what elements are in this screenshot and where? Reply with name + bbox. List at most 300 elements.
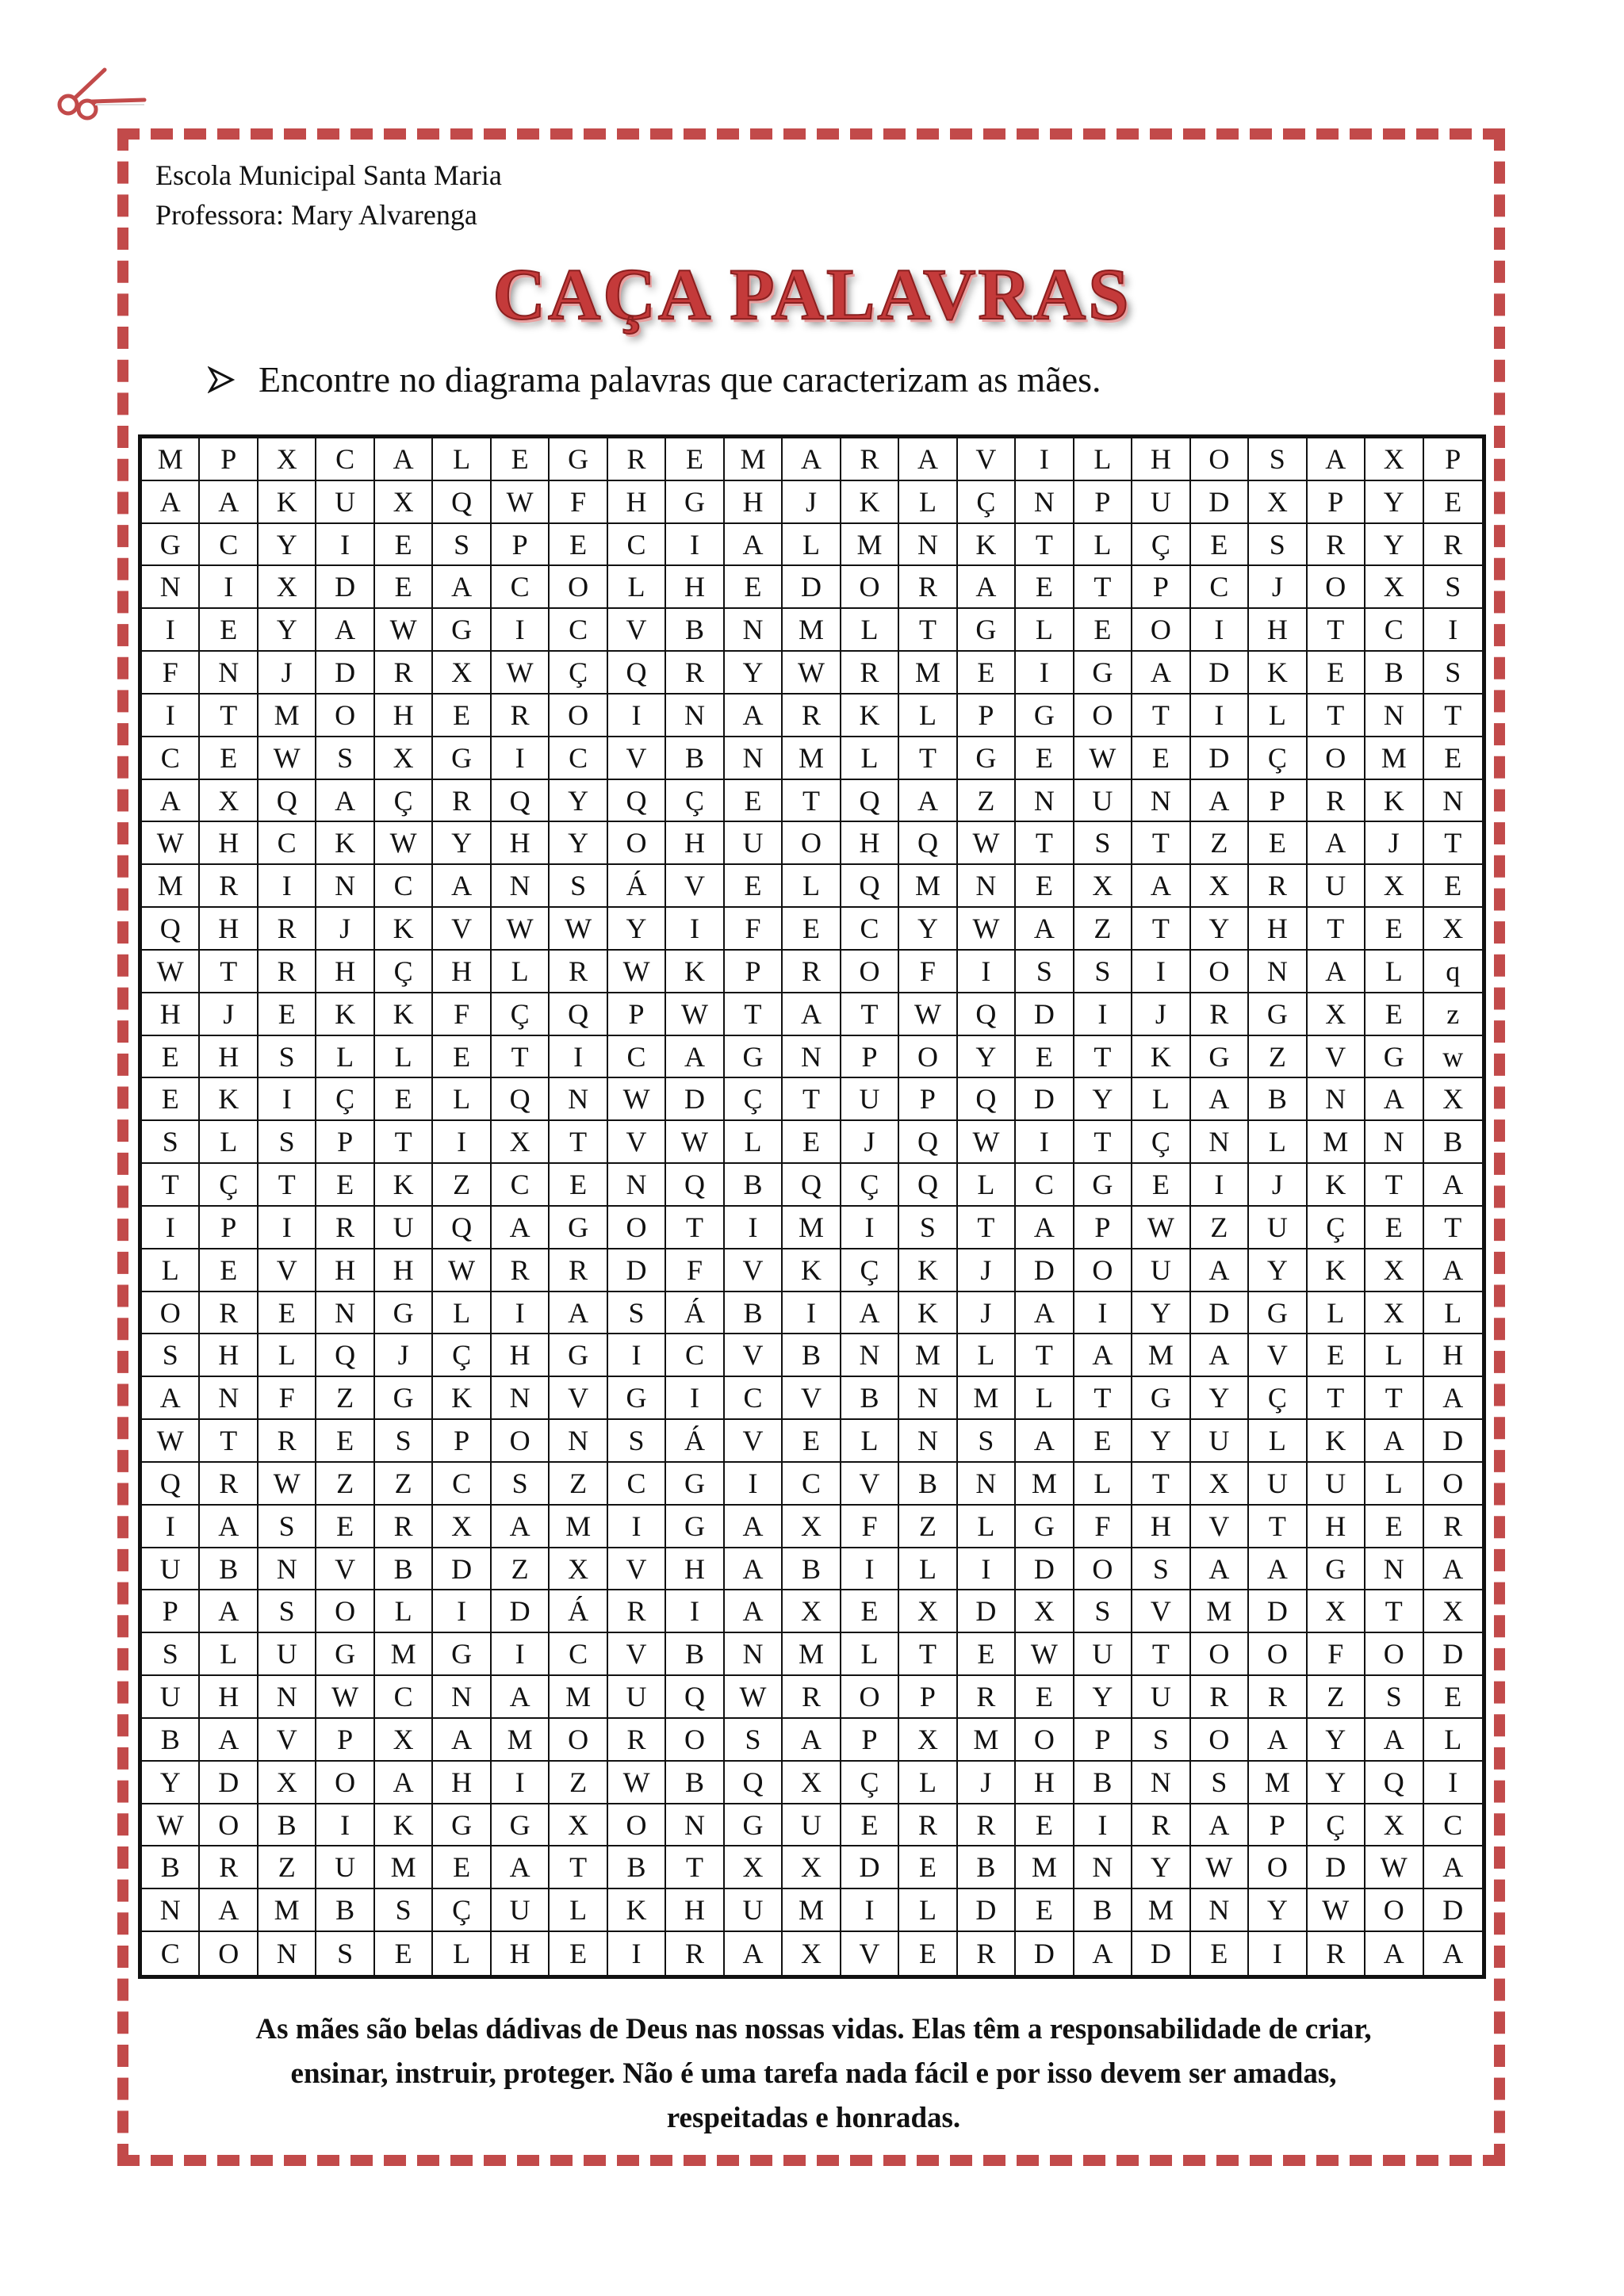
grid-cell: R: [316, 1207, 374, 1249]
grid-cell: Z: [259, 1846, 316, 1889]
grid-cell: Ç: [1308, 1207, 1365, 1249]
grid-cell: Q: [492, 1078, 550, 1121]
grid-cell: U: [1132, 1249, 1190, 1292]
grid-cell: K: [899, 1249, 957, 1292]
grid-cell: A: [142, 1377, 200, 1420]
grid-cell: E: [259, 1292, 316, 1335]
grid-cell: H: [200, 822, 258, 865]
grid-cell: O: [841, 566, 899, 609]
grid-cell: R: [1191, 993, 1249, 1036]
grid-cell: X: [1191, 1463, 1249, 1506]
grid-cell: Y: [433, 822, 491, 865]
grid-cell: R: [259, 951, 316, 993]
grid-cell: V: [550, 1377, 607, 1420]
grid-cell: C: [608, 1463, 666, 1506]
grid-cell: R: [608, 438, 666, 481]
grid-cell: E: [259, 993, 316, 1036]
grid-cell: W: [1191, 1846, 1249, 1889]
grid-cell: Z: [550, 1762, 607, 1804]
grid-cell: E: [433, 1846, 491, 1889]
grid-cell: Ç: [841, 1164, 899, 1207]
grid-cell: X: [200, 780, 258, 823]
grid-cell: U: [1074, 780, 1132, 823]
grid-cell: A: [666, 1036, 724, 1079]
grid-cell: H: [200, 1036, 258, 1079]
grid-cell: D: [608, 1249, 666, 1292]
grid-cell: X: [259, 438, 316, 481]
grid-cell: F: [666, 1249, 724, 1292]
grid-cell: B: [1365, 652, 1423, 695]
grid-cell: W: [550, 908, 607, 951]
grid-cell: R: [1249, 865, 1307, 908]
grid-cell: K: [608, 1889, 666, 1932]
grid-cell: N: [492, 1377, 550, 1420]
grid-cell: V: [608, 1548, 666, 1591]
grid-cell: T: [1016, 1334, 1074, 1377]
grid-cell: Ç: [200, 1164, 258, 1207]
grid-cell: W: [608, 951, 666, 993]
grid-cell: Y: [608, 908, 666, 951]
grid-cell: Y: [142, 1762, 200, 1804]
grid-cell: G: [666, 1506, 724, 1548]
grid-cell: Y: [1074, 1676, 1132, 1719]
grid-cell: N: [1191, 1121, 1249, 1164]
grid-cell: D: [1308, 1846, 1365, 1889]
grid-cell: A: [142, 780, 200, 823]
grid-cell: N: [1424, 780, 1482, 823]
grid-cell: S: [608, 1420, 666, 1463]
grid-cell: W: [666, 1121, 724, 1164]
grid-cell: P: [1074, 1719, 1132, 1762]
grid-cell: H: [492, 822, 550, 865]
grid-cell: A: [375, 1762, 433, 1804]
grid-cell: V: [725, 1420, 783, 1463]
grid-cell: U: [1132, 481, 1190, 524]
grid-cell: H: [666, 1889, 724, 1932]
grid-cell: G: [433, 609, 491, 652]
grid-cell: E: [841, 1804, 899, 1847]
grid-cell: A: [200, 1590, 258, 1633]
grid-cell: Ç: [433, 1889, 491, 1932]
grid-cell: E: [1308, 652, 1365, 695]
grid-cell: V: [259, 1719, 316, 1762]
grid-cell: E: [783, 1420, 841, 1463]
grid-cell: E: [200, 737, 258, 780]
grid-cell: Q: [899, 1164, 957, 1207]
grid-cell: N: [725, 1633, 783, 1676]
grid-cell: Ç: [550, 652, 607, 695]
grid-cell: O: [1191, 1719, 1249, 1762]
grid-cell: G: [1074, 652, 1132, 695]
grid-cell: P: [316, 1719, 374, 1762]
grid-cell: R: [1132, 1804, 1190, 1847]
grid-cell: L: [841, 1420, 899, 1463]
grid-cell: S: [1074, 1590, 1132, 1633]
grid-cell: X: [783, 1590, 841, 1633]
grid-cell: P: [433, 1420, 491, 1463]
grid-cell: W: [666, 993, 724, 1036]
grid-cell: R: [492, 1249, 550, 1292]
grid-cell: E: [1424, 481, 1482, 524]
footer-line-1: As mães são belas dádivas de Deus nas nossas vidas. Elas têm a responsabilidade de criar,: [255, 2013, 1372, 2045]
grid-cell: O: [608, 1804, 666, 1847]
grid-cell: S: [1424, 566, 1482, 609]
grid-cell: X: [1365, 1292, 1423, 1335]
grid-cell: H: [200, 908, 258, 951]
grid-cell: D: [1016, 1548, 1074, 1591]
grid-cell: I: [1016, 652, 1074, 695]
grid-cell: A: [1424, 1377, 1482, 1420]
grid-cell: U: [1074, 1633, 1132, 1676]
grid-cell: L: [492, 951, 550, 993]
grid-cell: I: [666, 1377, 724, 1420]
grid-cell: J: [375, 1334, 433, 1377]
grid-cell: Z: [550, 1463, 607, 1506]
grid-cell: T: [550, 1846, 607, 1889]
grid-cell: G: [1016, 1506, 1074, 1548]
grid-cell: B: [1074, 1889, 1132, 1932]
grid-cell: B: [666, 1762, 724, 1804]
grid-cell: M: [1365, 737, 1423, 780]
grid-cell: G: [375, 1377, 433, 1420]
grid-cell: A: [1191, 1078, 1249, 1121]
grid-cell: S: [1249, 438, 1307, 481]
grid-cell: I: [492, 737, 550, 780]
grid-cell: A: [492, 1207, 550, 1249]
grid-cell: H: [1424, 1334, 1482, 1377]
grid-cell: K: [1249, 652, 1307, 695]
grid-cell: Y: [725, 652, 783, 695]
grid-cell: Y: [1074, 1078, 1132, 1121]
grid-cell: E: [1016, 1804, 1074, 1847]
grid-cell: P: [958, 695, 1016, 737]
grid-cell: S: [375, 1889, 433, 1932]
grid-cell: A: [1132, 652, 1190, 695]
grid-cell: O: [550, 1719, 607, 1762]
grid-cell: E: [1365, 1207, 1423, 1249]
grid-cell: E: [1132, 1164, 1190, 1207]
grid-cell: R: [958, 1932, 1016, 1975]
grid-cell: J: [1249, 566, 1307, 609]
grid-cell: I: [492, 1762, 550, 1804]
grid-cell: N: [899, 1377, 957, 1420]
grid-cell: S: [958, 1420, 1016, 1463]
grid-cell: T: [1132, 908, 1190, 951]
grid-cell: F: [1074, 1506, 1132, 1548]
grid-cell: B: [958, 1846, 1016, 1889]
grid-cell: U: [1191, 1420, 1249, 1463]
grid-cell: T: [492, 1036, 550, 1079]
grid-cell: I: [725, 1463, 783, 1506]
grid-cell: E: [1249, 822, 1307, 865]
grid-cell: W: [492, 908, 550, 951]
grid-cell: M: [783, 1889, 841, 1932]
grid-cell: X: [1424, 1078, 1482, 1121]
scissors-icon: [56, 63, 151, 127]
grid-cell: L: [550, 1889, 607, 1932]
grid-cell: K: [200, 1078, 258, 1121]
grid-cell: R: [666, 1932, 724, 1975]
grid-cell: L: [433, 1932, 491, 1975]
grid-cell: L: [1365, 1463, 1423, 1506]
grid-cell: X: [1308, 993, 1365, 1036]
grid-cell: B: [666, 1633, 724, 1676]
grid-cell: H: [608, 481, 666, 524]
grid-cell: N: [899, 1420, 957, 1463]
grid-cell: K: [841, 695, 899, 737]
grid-cell: X: [1365, 1804, 1423, 1847]
grid-cell: E: [783, 1121, 841, 1164]
grid-cell: L: [433, 1292, 491, 1335]
grid-cell: D: [1132, 1932, 1190, 1975]
grid-cell: R: [200, 1292, 258, 1335]
grid-cell: Q: [142, 1463, 200, 1506]
grid-cell: I: [1191, 695, 1249, 737]
grid-cell: H: [1132, 438, 1190, 481]
grid-cell: E: [200, 1249, 258, 1292]
grid-cell: S: [316, 737, 374, 780]
grid-cell: S: [1191, 1762, 1249, 1804]
grid-cell: A: [433, 1719, 491, 1762]
grid-cell: O: [1424, 1463, 1482, 1506]
grid-cell: A: [725, 1548, 783, 1591]
grid-cell: D: [666, 1078, 724, 1121]
grid-cell: D: [1016, 1078, 1074, 1121]
grid-cell: B: [725, 1292, 783, 1335]
grid-cell: N: [1074, 1846, 1132, 1889]
grid-cell: C: [316, 438, 374, 481]
grid-cell: E: [1016, 1676, 1074, 1719]
grid-cell: L: [899, 481, 957, 524]
grid-cell: G: [1191, 1036, 1249, 1079]
grid-cell: I: [142, 609, 200, 652]
grid-cell: K: [783, 1249, 841, 1292]
grid-cell: J: [841, 1121, 899, 1164]
grid-cell: A: [1249, 1548, 1307, 1591]
grid-cell: Q: [433, 481, 491, 524]
grid-cell: X: [1424, 908, 1482, 951]
grid-cell: O: [316, 1762, 374, 1804]
grid-cell: X: [433, 1506, 491, 1548]
grid-cell: B: [725, 1164, 783, 1207]
grid-cell: N: [1365, 1121, 1423, 1164]
grid-cell: O: [608, 822, 666, 865]
grid-cell: O: [200, 1932, 258, 1975]
grid-cell: A: [958, 566, 1016, 609]
grid-cell: L: [899, 1889, 957, 1932]
grid-cell: G: [1308, 1548, 1365, 1591]
grid-cell: M: [492, 1719, 550, 1762]
grid-cell: S: [1016, 951, 1074, 993]
grid-cell: A: [841, 1292, 899, 1335]
grid-cell: Z: [316, 1463, 374, 1506]
grid-cell: W: [375, 822, 433, 865]
grid-cell: C: [375, 865, 433, 908]
grid-cell: M: [841, 524, 899, 567]
grid-cell: X: [783, 1846, 841, 1889]
grid-cell: E: [1365, 993, 1423, 1036]
grid-cell: P: [316, 1121, 374, 1164]
grid-cell: A: [316, 780, 374, 823]
grid-cell: K: [375, 1804, 433, 1847]
grid-cell: N: [1191, 1889, 1249, 1932]
grid-cell: Ç: [375, 780, 433, 823]
grid-cell: I: [492, 609, 550, 652]
grid-cell: S: [1249, 524, 1307, 567]
grid-cell: M: [958, 1719, 1016, 1762]
grid-cell: O: [316, 1590, 374, 1633]
grid-cell: Ç: [375, 951, 433, 993]
grid-cell: I: [725, 1207, 783, 1249]
grid-cell: Ç: [841, 1762, 899, 1804]
grid-cell: Ç: [1249, 1377, 1307, 1420]
grid-cell: E: [316, 1164, 374, 1207]
grid-cell: A: [1016, 1292, 1074, 1335]
grid-cell: M: [1132, 1889, 1190, 1932]
grid-cell: K: [666, 951, 724, 993]
grid-cell: P: [1074, 481, 1132, 524]
grid-cell: D: [1016, 1249, 1074, 1292]
grid-cell: O: [1191, 1633, 1249, 1676]
grid-cell: N: [259, 1548, 316, 1591]
grid-cell: C: [550, 1633, 607, 1676]
grid-cell: Z: [1249, 1036, 1307, 1079]
grid-cell: R: [375, 652, 433, 695]
grid-cell: J: [783, 481, 841, 524]
grid-cell: I: [666, 524, 724, 567]
grid-cell: K: [259, 481, 316, 524]
grid-cell: Q: [142, 908, 200, 951]
grid-cell: W: [259, 737, 316, 780]
grid-cell: Y: [259, 524, 316, 567]
grid-cell: L: [899, 1548, 957, 1591]
grid-cell: Y: [899, 908, 957, 951]
grid-cell: K: [1132, 1036, 1190, 1079]
grid-cell: P: [1074, 1207, 1132, 1249]
grid-cell: Y: [1191, 1377, 1249, 1420]
grid-cell: A: [899, 780, 957, 823]
grid-cell: M: [783, 1633, 841, 1676]
grid-cell: E: [142, 1078, 200, 1121]
grid-cell: G: [1074, 1164, 1132, 1207]
grid-cell: D: [316, 566, 374, 609]
grid-cell: K: [316, 993, 374, 1036]
grid-cell: Y: [958, 1036, 1016, 1079]
grid-cell: A: [725, 1506, 783, 1548]
grid-cell: J: [958, 1249, 1016, 1292]
grid-cell: G: [725, 1804, 783, 1847]
grid-cell: M: [899, 1334, 957, 1377]
grid-cell: X: [550, 1804, 607, 1847]
grid-cell: q: [1424, 951, 1482, 993]
grid-cell: B: [666, 609, 724, 652]
grid-cell: B: [259, 1804, 316, 1847]
grid-cell: S: [1132, 1719, 1190, 1762]
grid-cell: H: [725, 481, 783, 524]
grid-cell: R: [433, 780, 491, 823]
grid-cell: X: [1365, 1249, 1423, 1292]
grid-cell: R: [783, 951, 841, 993]
grid-cell: W: [725, 1676, 783, 1719]
grid-cell: V: [725, 1334, 783, 1377]
grid-cell: E: [1424, 737, 1482, 780]
grid-cell: I: [958, 951, 1016, 993]
grid-cell: D: [433, 1548, 491, 1591]
grid-cell: V: [666, 865, 724, 908]
grid-cell: S: [316, 1932, 374, 1975]
grid-cell: A: [1442, 1938, 1464, 1970]
grid-cell: E: [958, 652, 1016, 695]
grid-cell: W: [1308, 1889, 1365, 1932]
grid-cell: X: [1074, 865, 1132, 908]
grid-cell: D: [783, 566, 841, 609]
grid-cell: O: [841, 1676, 899, 1719]
grid-cell: G: [550, 1334, 607, 1377]
grid-cell: B: [608, 1846, 666, 1889]
grid-cell: X: [375, 481, 433, 524]
grid-cell: N: [725, 737, 783, 780]
grid-cell: T: [1308, 695, 1365, 737]
grid-cell: V: [608, 609, 666, 652]
grid-cell: N: [666, 1804, 724, 1847]
grid-cell: E: [1424, 1676, 1482, 1719]
grid-cell: G: [375, 1292, 433, 1335]
grid-cell: W: [492, 652, 550, 695]
grid-cell: N: [550, 1420, 607, 1463]
grid-cell: B: [666, 737, 724, 780]
grid-cell: U: [1308, 1463, 1365, 1506]
grid-cell: T: [1365, 1590, 1423, 1633]
grid-cell: C: [492, 566, 550, 609]
grid-cell: Q: [316, 1334, 374, 1377]
grid-cell: C: [783, 1463, 841, 1506]
grid-cell: L: [316, 1036, 374, 1079]
grid-cell: E: [433, 1036, 491, 1079]
grid-cell: I: [1191, 1164, 1249, 1207]
grid-cell: U: [316, 1846, 374, 1889]
grid-cell: S: [1074, 822, 1132, 865]
grid-cell: U: [142, 1548, 200, 1591]
grid-cell: G: [608, 1377, 666, 1420]
grid-cell: L: [1365, 951, 1423, 993]
header: [155, 155, 502, 235]
grid-cell: C: [550, 609, 607, 652]
grid-cell: Q: [666, 1676, 724, 1719]
grid-cell: S: [1074, 951, 1132, 993]
grid-cell: V: [1308, 1036, 1365, 1079]
grid-cell: T: [725, 993, 783, 1036]
grid-cell: D: [1424, 1889, 1482, 1932]
grid-cell: H: [841, 822, 899, 865]
grid-cell: I: [1074, 1292, 1132, 1335]
grid-cell: J: [200, 993, 258, 1036]
grid-cell: G: [433, 737, 491, 780]
grid-cell: V: [1249, 1334, 1307, 1377]
grid-cell: A: [550, 1292, 607, 1335]
grid-cell: Q: [433, 1207, 491, 1249]
grid-cell: Ç: [725, 1078, 783, 1121]
grid-cell: N: [1132, 780, 1190, 823]
grid-cell: O: [1365, 1633, 1423, 1676]
grid-cell: O: [1365, 1889, 1423, 1932]
grid-cell: J: [259, 652, 316, 695]
grid-cell: R: [550, 951, 607, 993]
grid-cell: T: [1016, 524, 1074, 567]
grid-cell: E: [725, 566, 783, 609]
grid-cell: M: [783, 609, 841, 652]
grid-cell: I: [200, 566, 258, 609]
grid-cell: Q: [608, 652, 666, 695]
